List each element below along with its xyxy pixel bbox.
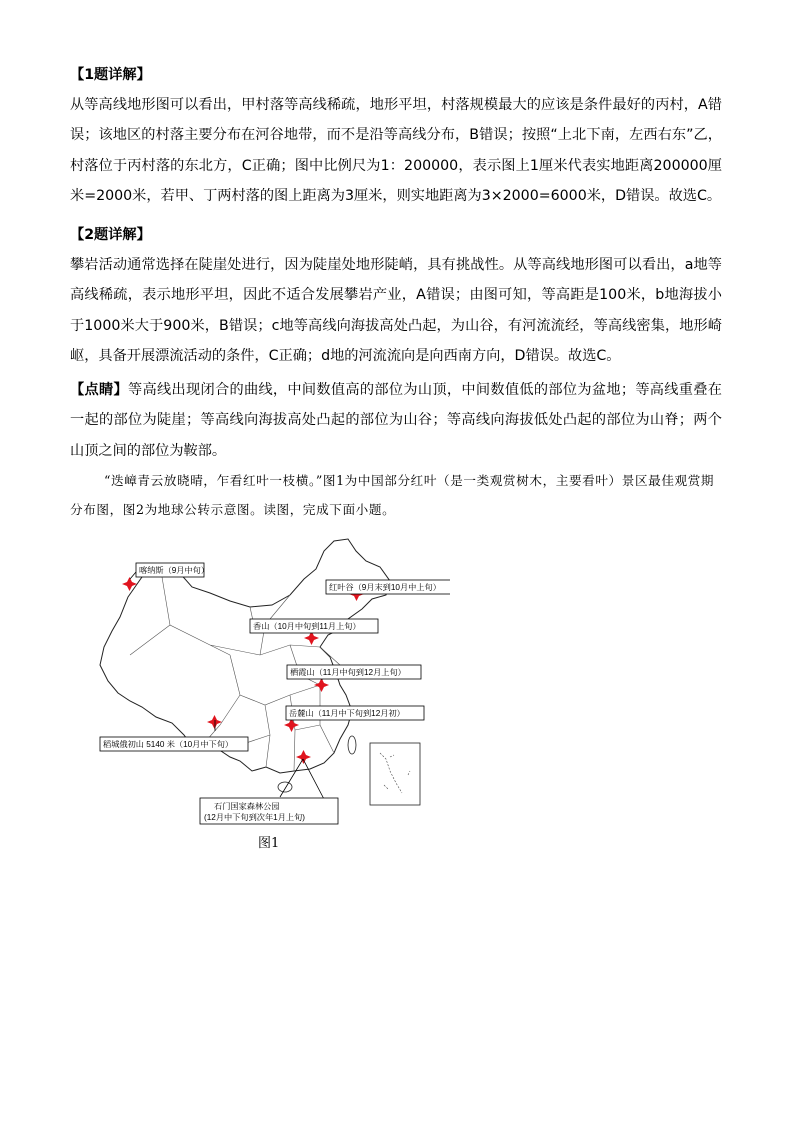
tip-body: 等高线出现闭合的曲线，中间数值高的部位为山顶，中间数值低的部位为盆地；等高线重叠在一起的部位为陡崖；等高线向海拔高处凸起的部位为山谷；等高线向海拔低处凸起的部位为山脊；两个山顶之间的部位为鞍部。 xyxy=(70,382,722,459)
hainan-island xyxy=(278,782,292,792)
q1-heading: 【1题详解】 xyxy=(70,67,151,83)
q2-heading: 【2题详解】 xyxy=(70,227,151,243)
question-intro: “迭嶂青云放晓晴，乍看红叶一枝横。”图1为中国部分红叶（是一类观赏树木，主要看叶）景区最佳观赏期分布图，图2为地球公转示意图。读图，完成下面小题。 xyxy=(70,473,715,517)
hongye-label: 红叶谷（9月末到10月中上旬） xyxy=(329,583,441,592)
qixia-label: 栖霞山（11月中旬到12月上旬） xyxy=(290,668,406,677)
south-china-sea-inset xyxy=(370,743,420,805)
tip-paragraph xyxy=(70,375,722,466)
q1-explanation: 从等高线地形图可以看出，甲村落等高线稀疏，地形平坦，村落规模最大的应该是条件最好的丙村，A错误；该地区的村落主要分布在河谷地带，而不是沿等高线分布，B错误；按照“上北下南，左西右东”乙，村落位于丙村落的东北方，C正确；图中比例尺为1：200000，表示图上1厘米代表实地距离200000厘米=2000米，若甲、丁两村落的图上距离为3厘米，则实地距离为3×2000=6000米，D错误。故选C。 xyxy=(70,97,722,205)
kanas-label: 喀纳斯（9月中旬） xyxy=(139,566,210,575)
yuelu-label: 岳麓山（11月中下旬到12月初） xyxy=(289,709,405,718)
xiangshan-label: 香山（10月中旬到11月上旬） xyxy=(253,622,361,631)
shimen-label-line1: 石门国家森林公园 xyxy=(214,802,280,811)
tip-heading: 【点睛】 xyxy=(70,382,128,398)
shimen-label-line2: (12月中下旬到次年1月上旬) xyxy=(204,813,305,822)
daocheng-label: 稻城俄初山 5140 米（10月中下旬） xyxy=(103,740,234,749)
figure-caption: 图1 xyxy=(258,836,280,851)
china-red-leaf-map xyxy=(90,535,450,830)
taiwan-island xyxy=(348,736,356,754)
q2-explanation: 攀岩活动通常选择在陡崖处进行，因为陡崖处地形陡峭，具有挑战性。从等高线地形图可以看出，a地等高线稀疏，表示地形平坦，因此不适合发展攀岩产业，A错误；由图可知，等高距是100米，b地海拔小于1000米大于900米，B错误；c地等高线向海拔高处凸起，为山谷，有河流流经，等高线密集，地形崎岖，具备开展漂流活动的条件，C正确；d地的河流流向是向西南方向，D错误。故选C。 xyxy=(70,257,722,365)
